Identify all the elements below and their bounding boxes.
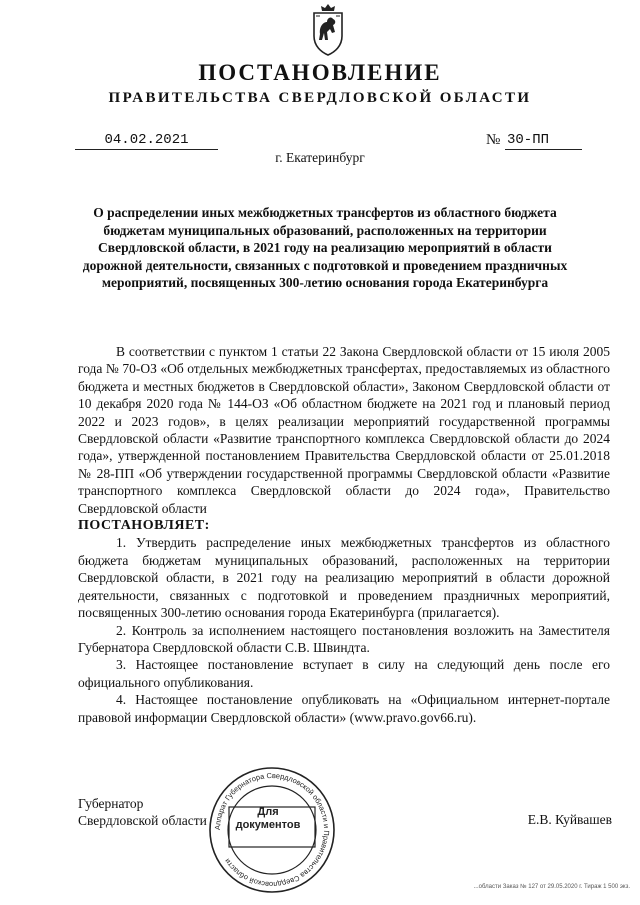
- signer-position: [78, 795, 207, 830]
- signer-position-line2: Свердловской области: [78, 813, 207, 829]
- document-number: 30-ПП: [505, 131, 582, 150]
- print-info: ...области Заказ № 127 от 29.05.2020 г. Тираж 1 500 экз.: [473, 884, 630, 890]
- stamp-center-label: Для документов: [235, 806, 301, 831]
- document-heading: О распределении иных межбюджетных трансфертов из областного бюджета бюджетам муниципальных образований, расположенных на территории Свердловской области, в 2021 году на реализацию мероприятий в области дорожной деятельности, связанных с подготовкой и проведением праздничных мероприятий, посвященных 300-летию основания города Екатеринбурга: [82, 205, 568, 291]
- stamp-ring-text: Аппарат Губернатора Свердловской области и Правительства Свердловской области: [212, 770, 332, 890]
- decree-item-3: 3. Настоящее постановление вступает в силу на следующий день после его официального опубликования.: [78, 657, 610, 690]
- decree-item-4: 4. Настоящее постановление опубликовать на «Официальном интернет-портале правовой информации Свердловской области» (www.pravo.gov66.ru).: [78, 692, 610, 725]
- preamble-paragraph: В соответствии с пунктом 1 статьи 22 Закона Свердловской области от 15 июля 2005 года № 70-ОЗ «Об отдельных межбюджетных трансфертах, предоставляемых из областного бюджета и местных бюджетов в Свердловской области», Законом Свердловской области от 10 декабря 2020 года № 144-ОЗ «Об областном бюджете на 2021 год и плановый период 2022 и 2023 годов», в целях реализации мероприятий государственной программы Свердловской области «Развитие транспортного комплекса Свердловской области до 2024 года», утвержденной постановлением Правительства Свердловской области от 25.01.2018 № 28-ПП «Об утверждении государственной программы Свердловской области «Развитие транспортного комплекса Свердловской области до 2024 года», Правительство Свердловской области: [78, 344, 610, 516]
- coat-of-arms-emblem: [308, 2, 348, 56]
- document-date: 04.02.2021: [75, 131, 218, 150]
- document-title: ПОСТАНОВЛЕНИЕ: [198, 60, 442, 85]
- decree-item-2: 2. Контроль за исполнением настоящего постановления возложить на Заместителя Губернатора Свердловской области С.В. Швиндта.: [78, 622, 610, 655]
- decree-item-1: 1. Утвердить распределение иных межбюджетных трансфертов из областного бюджета бюджетам муниципальных образований, расположенных на территории Свердловской области, в 2021 году на реализацию мероприятий в области дорожной деятельности, связанных с подготовкой и проведением праздничных мероприятий, посвященных 300-летию основания города Екатеринбурга (прилагается).: [78, 535, 610, 621]
- document-issuer: ПРАВИТЕЛЬСТВА СВЕРДЛОВСКОЙ ОБЛАСТИ: [108, 90, 532, 106]
- signer-position-line1: Губернатор: [78, 796, 144, 811]
- document-body: [78, 343, 610, 726]
- document-number-label: №: [486, 132, 501, 148]
- signer-name: Е.В. Куйвашев: [527, 812, 612, 827]
- decree-word: ПОСТАНОВЛЯЕТ:: [78, 518, 210, 534]
- document-city: г. Екатеринбург: [275, 150, 365, 165]
